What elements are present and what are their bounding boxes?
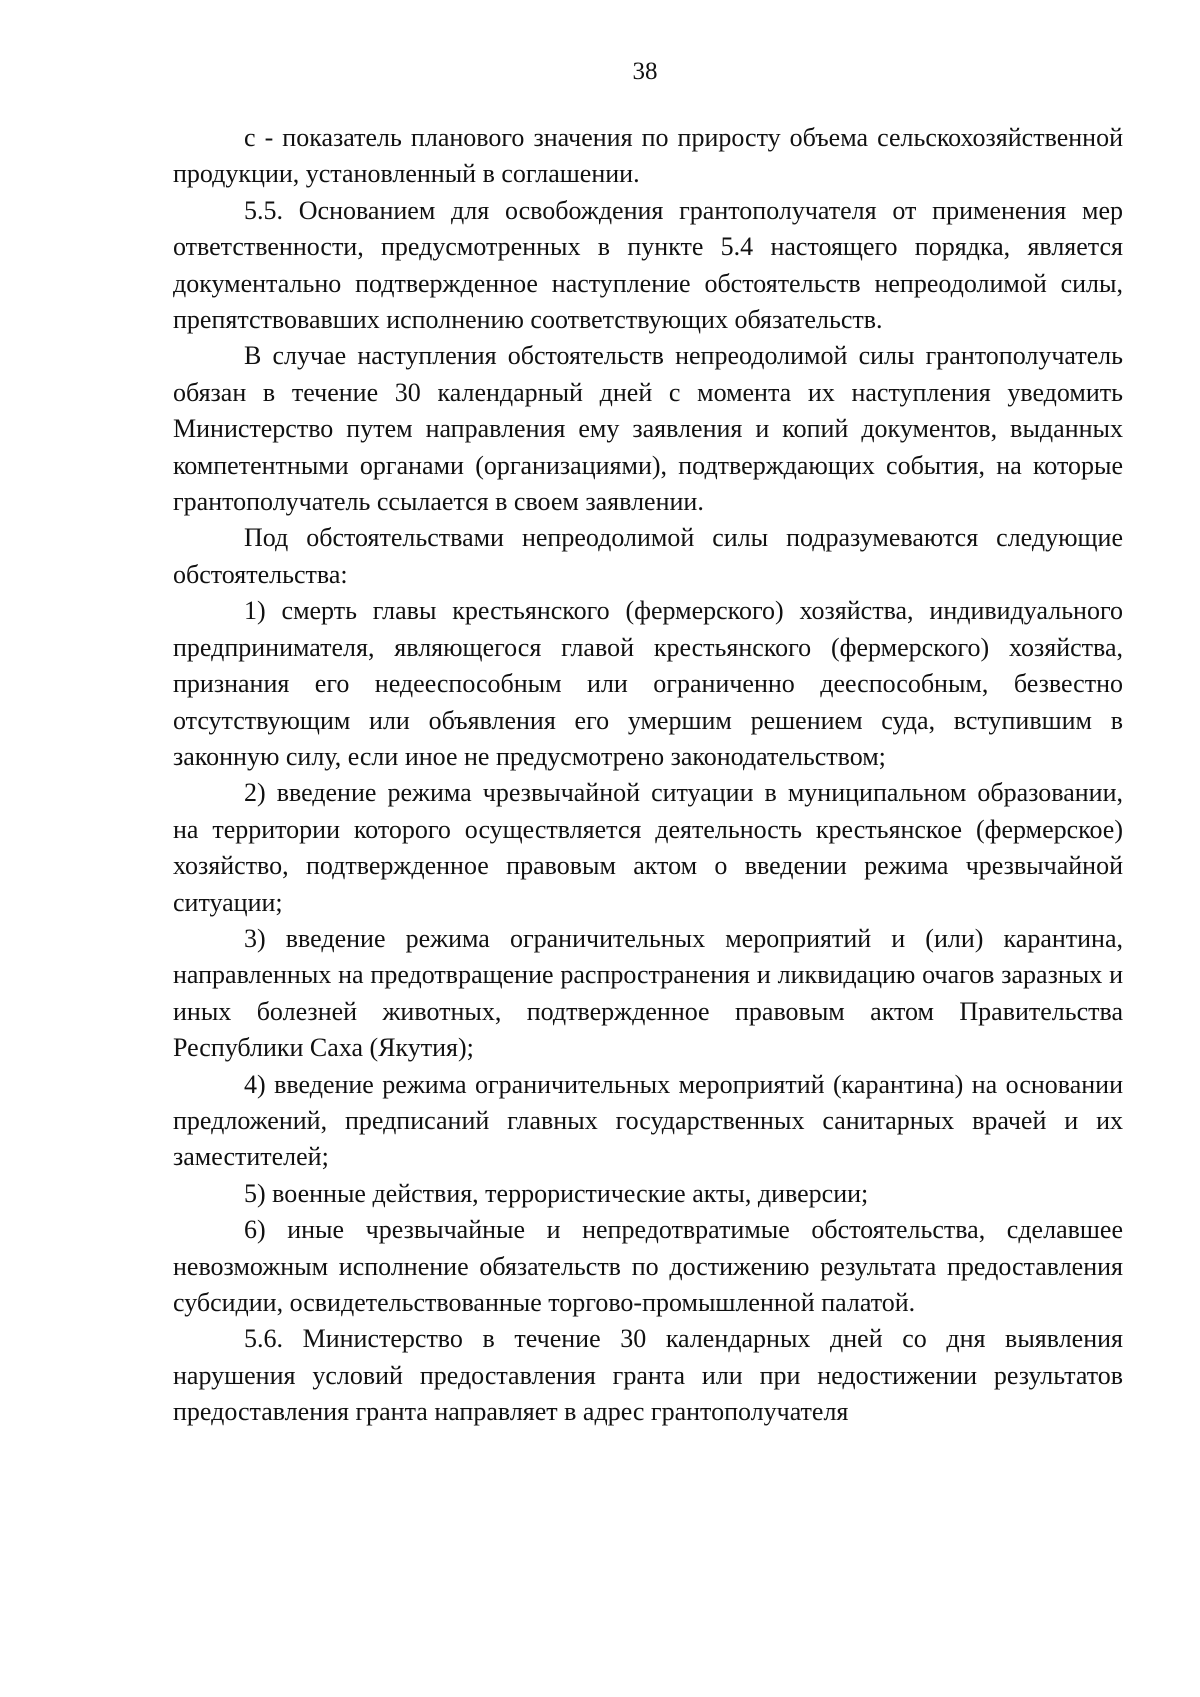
list-item-3: 3) введение режима ограничительных мероприятий и (или) карантина, направленных на предотвращение распространения и ликвидацию очагов заразных и иных болезней животных, подтвержденное правовым актом Правительства Республики Саха (Якутия); [173,923,1123,1063]
list-item-5: 5) военные действия, террористические акты, диверсии; [244,1178,869,1208]
list-item-2: 2) введение режима чрезвычайной ситуации в муниципальном образовании, на территории которого осуществляется деятельность крестьянское (фермерское) хозяйство, подтвержденное правовым актом о введении режима чрезвычайной ситуации; [173,778,1123,917]
paragraph-force-majeure-notice: В случае наступления обстоятельств непреодолимой силы грантополучатель обязан в течение 30 календарный дней с момента их наступления уведомить Министерство путем направления ему заявления и копий документов, выданных компетентными органами (организациями), подтверждающих события, на которые грантополучатель ссылается в своем заявлении. [173,341,1123,517]
paragraph-force-majeure-definition: Под обстоятельствами непреодолимой силы подразумеваются следующие обстоятельства: [173,523,1123,589]
list-item-4: 4) введение режима ограничительных мероприятий (карантина) на основании предложений, предписаний главных государственных санитарных врачей и их заместителей; [173,1069,1123,1172]
paragraph-5-5: 5.5. Основанием для освобождения грантополучателя от применения мер ответственности, предусмотренных в пункте 5.4 настоящего порядка, является документально подтвержденное наступление обстоятельств непреодолимой силы, препятствовавших исполнению соответствующих обязательств. [173,195,1123,335]
list-item-6: 6) иные чрезвычайные и непредотвратимые обстоятельства, сделавшее невозможным исполнение обязательств по достижению результата предоставления субсидии, освидетельствованные торгово-промышленной палатой. [173,1215,1123,1317]
paragraph-5-6: 5.6. Министерство в течение 30 календарных дней со дня выявления нарушения условий предоставления гранта или при недостижении результатов предоставления гранта направляет в адрес грантополучателя [173,1324,1123,1427]
list-item-1: 1) смерть главы крестьянского (фермерского) хозяйства, индивидуального предпринимателя, являющегося главой крестьянского (фермерского) хозяйства, признания его недееспособным или ограниченно дееспособным, безвестно отсутствующим или объявления его умершим решением суда, вступившим в законную силу, если иное не предусмотрено законодательством; [173,596,1123,771]
paragraph-indicator-c: с - показатель планового значения по приросту объема сельскохозяйственной продукции, установленный в соглашении. [173,123,1123,189]
page-number: 38 [632,58,658,85]
document-body [173,120,1123,1431]
